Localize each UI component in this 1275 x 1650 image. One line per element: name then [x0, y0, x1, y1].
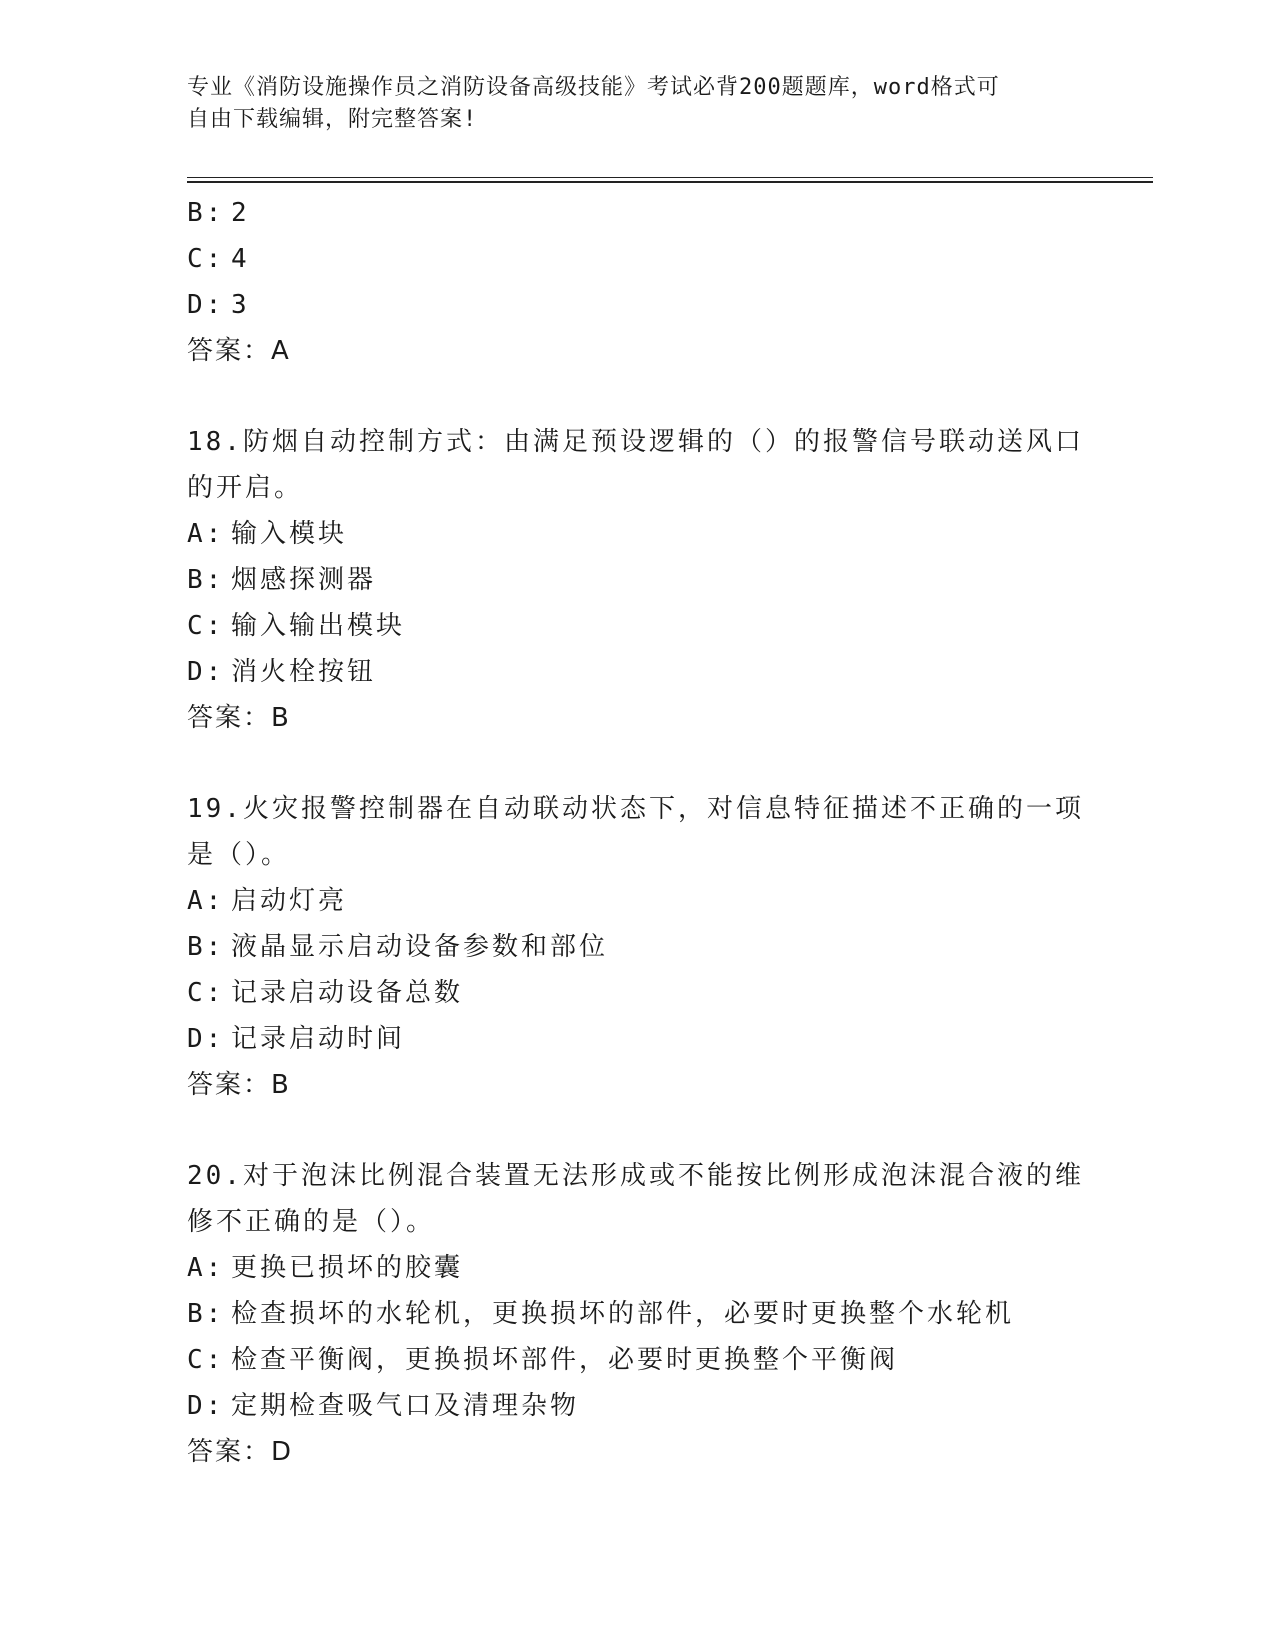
- question-text-line-1: 19.火灾报警控制器在自动联动状态下，对信息特征描述不正确的一项: [187, 794, 1084, 824]
- question-text-line-1: 20.对于泡沫比例混合装置无法形成或不能按比例形成泡沫混合液的维: [187, 1161, 1084, 1191]
- option-d: [187, 1383, 1087, 1429]
- question-18: [187, 419, 1087, 741]
- option-d: [187, 282, 1087, 328]
- option-label: B:: [187, 198, 225, 228]
- option-label: C:: [187, 1345, 225, 1375]
- option-text: 输入输出模块: [231, 611, 406, 641]
- question-list: [187, 190, 1087, 1475]
- option-label: D:: [187, 290, 225, 320]
- option-text: 消火栓按钮: [231, 657, 377, 687]
- option-text: 检查损坏的水轮机，更换损坏的部件，必要时更换整个水轮机: [231, 1299, 1015, 1329]
- option-text: 启动灯亮: [231, 886, 348, 916]
- answer-line: 答案：B: [187, 1070, 291, 1100]
- question-text-line-1: 18.防烟自动控制方式：由满足预设逻辑的（）的报警信号联动送风口: [187, 427, 1084, 457]
- option-c: [187, 970, 1087, 1016]
- header-rule-thick: [187, 181, 1153, 183]
- answer-line: 答案：A: [187, 336, 291, 366]
- option-label: C:: [187, 611, 225, 641]
- option-c: [187, 603, 1087, 649]
- option-label: B:: [187, 565, 225, 595]
- option-b: [187, 557, 1087, 603]
- option-b: [187, 1291, 1087, 1337]
- option-a: [187, 1245, 1087, 1291]
- answer-line: 答案：B: [187, 703, 291, 733]
- header-rule-thin: [187, 177, 1153, 178]
- question-19: [187, 786, 1087, 1108]
- option-text: 3: [231, 290, 250, 320]
- option-label: D:: [187, 657, 225, 687]
- option-d: [187, 649, 1087, 695]
- option-b: [187, 190, 1087, 236]
- option-label: A:: [187, 519, 225, 549]
- option-text: 更换已损坏的胶囊: [231, 1253, 464, 1283]
- question-text-line-2: 修不正确的是（）。: [187, 1207, 436, 1237]
- option-label: A:: [187, 886, 225, 916]
- option-text: 液晶显示启动设备参数和部位: [231, 932, 609, 962]
- option-label: C:: [187, 978, 225, 1008]
- header-line-1: 专业《消防设施操作员之消防设备高级技能》考试必背200题题库，word格式可: [187, 75, 1000, 100]
- option-a: [187, 878, 1087, 924]
- option-text: 输入模块: [231, 519, 348, 549]
- question-text-line-2: 的开启。: [187, 473, 304, 503]
- option-text: 4: [231, 244, 250, 274]
- option-text: 烟感探测器: [231, 565, 377, 595]
- page-header: [187, 72, 1087, 136]
- option-label: D:: [187, 1024, 225, 1054]
- option-c: [187, 1337, 1087, 1383]
- question-text-line-2: 是（）。: [187, 840, 291, 870]
- option-text: 检查平衡阀，更换损坏部件，必要时更换整个平衡阀: [231, 1345, 899, 1375]
- option-c: [187, 236, 1087, 282]
- carryover-block: [187, 190, 1087, 374]
- option-label: C:: [187, 244, 225, 274]
- option-d: [187, 1016, 1087, 1062]
- option-label: B:: [187, 1299, 225, 1329]
- option-text: 定期检查吸气口及清理杂物: [231, 1391, 580, 1421]
- header-line-2: 自由下载编辑，附完整答案!: [187, 107, 478, 132]
- option-text: 2: [231, 198, 250, 228]
- option-text: 记录启动设备总数: [231, 978, 464, 1008]
- option-b: [187, 924, 1087, 970]
- option-text: 记录启动时间: [231, 1024, 406, 1054]
- question-20: [187, 1153, 1087, 1475]
- option-label: D:: [187, 1391, 225, 1421]
- answer-line: 答案：D: [187, 1437, 294, 1467]
- option-label: A:: [187, 1253, 225, 1283]
- option-label: B:: [187, 932, 225, 962]
- option-a: [187, 511, 1087, 557]
